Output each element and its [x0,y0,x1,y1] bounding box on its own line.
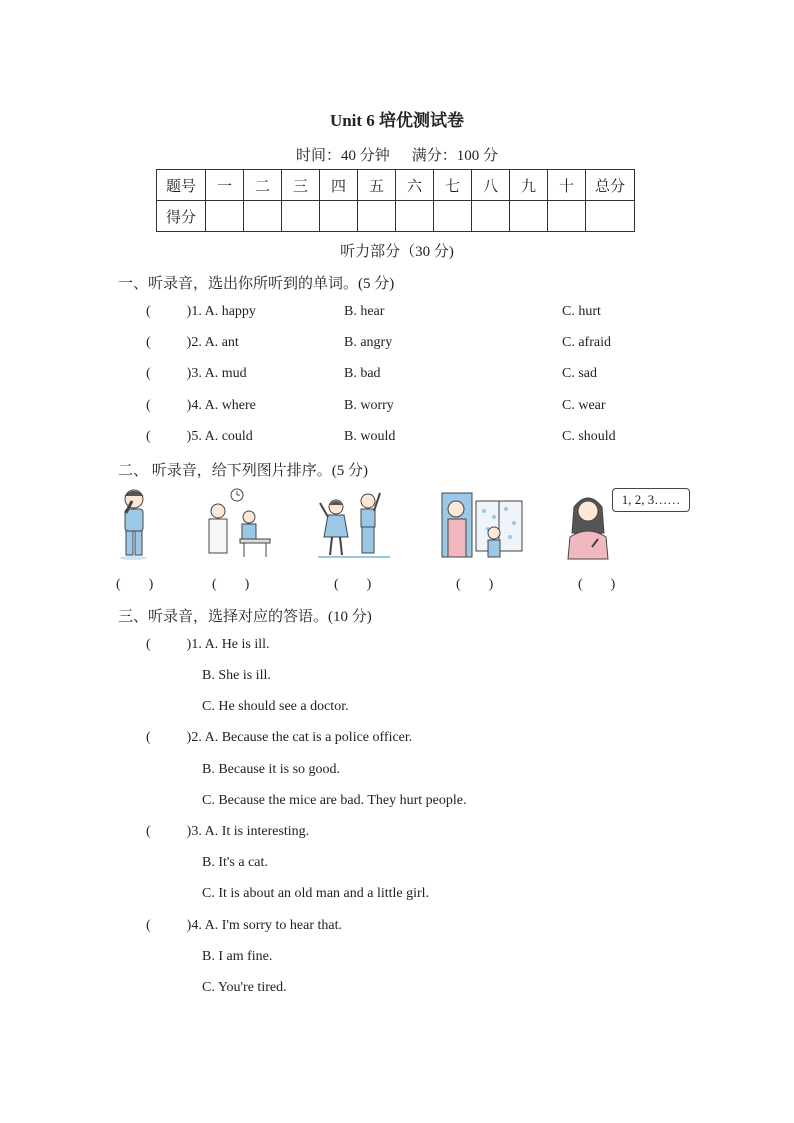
answer-blank[interactable]: ( ) [146,366,192,381]
option-b: B. bad [344,366,381,381]
option-a: A. I'm sorry to hear that. [204,918,343,933]
boy-toothache-picture [112,487,154,561]
option-b: B. She is ill. [202,668,271,683]
option-c: C. hurt [562,304,601,319]
page-title: Unit 6 培优测试卷 [329,111,465,130]
item-number: 1. [191,637,202,652]
list-item [146,366,247,382]
score-table-header-row [157,170,635,201]
list-item [146,398,256,414]
option-c: C. It is about an old man and a little girl. [202,886,430,901]
score-cell[interactable] [206,201,244,232]
picture-order-blank[interactable]: ( ) [212,577,250,592]
time-limit: 时间：40 分钟 [295,148,390,164]
column-header: 五 [358,170,396,201]
option-c: C. wear [562,398,606,413]
mother-child-window-picture [440,487,526,561]
column-header: 一 [206,170,244,201]
score-cell[interactable] [320,201,358,232]
option-b: B. I am fine. [202,949,273,964]
section3-heading: 三、听录音，选择对应的答语。(10 分) [118,609,372,625]
item-number: 5. [191,429,202,444]
full-score: 满分：100 分 [411,148,499,164]
item-number: 2. [191,335,202,350]
score-cell[interactable] [434,201,472,232]
kids-exercising-picture [318,487,390,561]
option-a: A. ant [204,335,239,350]
total-label: 总分 [586,170,635,201]
picture-order-blank[interactable]: ( ) [334,577,372,592]
girl-counting-picture [566,487,616,561]
answer-blank[interactable]: ( ) [146,918,192,933]
option-a: A. It is interesting. [204,824,310,839]
score-label: 得分 [157,201,206,232]
answer-blank[interactable]: ( ) [146,335,192,350]
question-number-label: 题号 [157,170,206,201]
option-b: B. hear [344,304,385,319]
answer-blank[interactable]: ( ) [146,637,192,652]
option-b: B. It's a cat. [202,855,268,870]
option-a: A. Because the cat is a police officer. [204,730,413,745]
score-cell[interactable] [510,201,548,232]
answer-blank[interactable]: ( ) [146,730,192,745]
exam-info [0,144,794,165]
option-c: C. He should see a doctor. [202,699,349,714]
score-cell[interactable] [548,201,586,232]
score-table [156,169,635,232]
picture-order-blank[interactable]: ( ) [456,577,494,592]
column-header: 七 [434,170,472,201]
answer-blank[interactable]: ( ) [146,824,192,839]
list-item [146,637,270,653]
score-table-score-row [157,201,635,232]
item-number: 1. [191,304,202,319]
option-a: A. could [204,429,253,444]
item-number: 4. [191,918,202,933]
picture-order-blank[interactable]: ( ) [116,577,154,592]
list-item [146,824,309,840]
option-c: C. You're tired. [202,980,287,995]
list-item [146,304,256,320]
item-number: 3. [191,366,202,381]
picture-order-blank[interactable]: ( ) [578,577,616,592]
option-a: A. He is ill. [204,637,270,652]
score-cell[interactable] [358,201,396,232]
list-item [146,335,239,351]
column-header: 九 [510,170,548,201]
column-header: 六 [396,170,434,201]
column-header: 二 [244,170,282,201]
list-item [146,918,342,934]
column-header: 三 [282,170,320,201]
option-a: A. happy [204,304,256,319]
speech-bubble: 1, 2, 3…… [612,488,690,512]
option-a: A. mud [204,366,247,381]
option-b: B. angry [344,335,393,350]
item-number: 4. [191,398,202,413]
list-item [146,730,412,746]
column-header: 八 [472,170,510,201]
option-c: C. should [562,429,616,444]
score-cell[interactable] [244,201,282,232]
answer-blank[interactable]: ( ) [146,304,192,319]
section1-heading: 一、听录音，选出你所听到的单词。(5 分) [118,276,395,292]
score-cell[interactable] [282,201,320,232]
answer-blank[interactable]: ( ) [146,398,192,413]
option-b: B. worry [344,398,394,413]
score-cell[interactable] [472,201,510,232]
answer-blank[interactable]: ( ) [146,429,192,444]
column-header: 十 [548,170,586,201]
total-score-cell[interactable] [586,201,635,232]
option-c: C. Because the mice are bad. They hurt people. [202,793,467,808]
listening-part-heading: 听力部分（30 分) [340,244,454,260]
option-b: B. would [344,429,396,444]
item-number: 3. [191,824,202,839]
item-number: 2. [191,730,202,745]
option-c: C. afraid [562,335,611,350]
doctor-visit-picture [202,487,274,561]
score-cell[interactable] [396,201,434,232]
option-a: A. where [204,398,256,413]
section2-heading: 二、 听录音，给下列图片排序。(5 分) [118,463,368,479]
option-b: B. Because it is so good. [202,762,341,777]
option-c: C. sad [562,366,597,381]
column-header: 四 [320,170,358,201]
list-item [146,429,253,445]
